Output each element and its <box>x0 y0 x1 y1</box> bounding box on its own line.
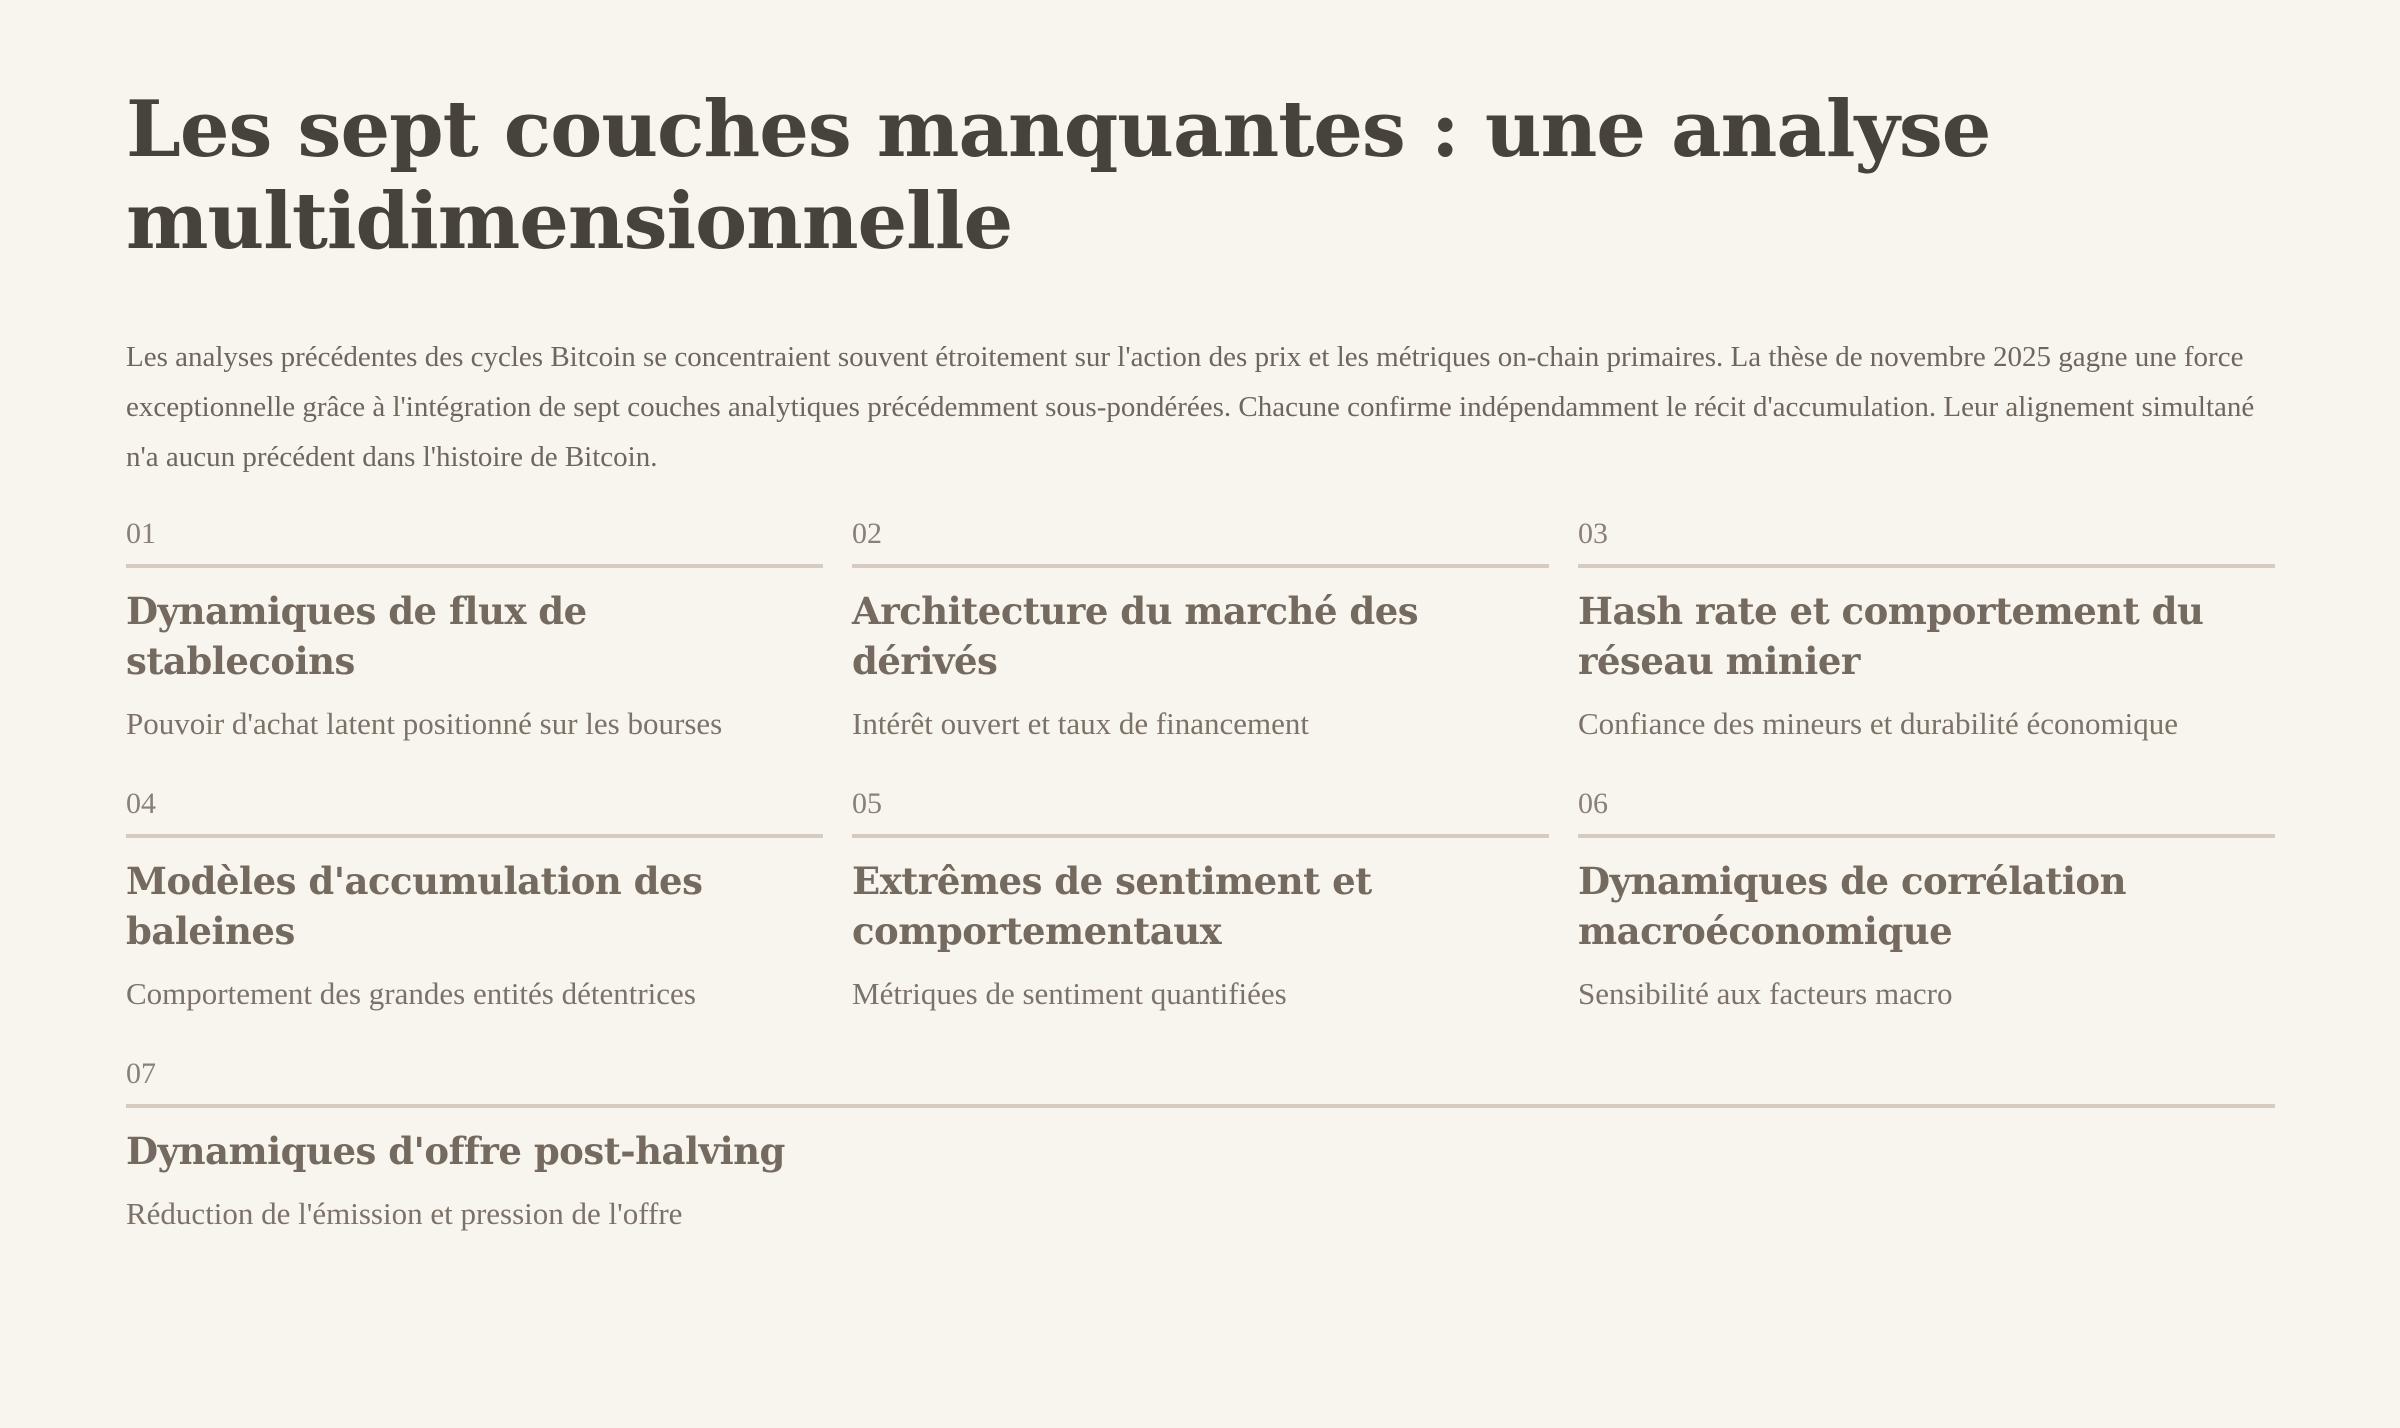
layer-card-04 <box>126 788 823 1014</box>
layers-grid <box>126 518 2274 1234</box>
layer-title: Modèles d'accumulation des baleines <box>126 859 703 953</box>
layer-title: Dynamiques de corrélation macroéconomique <box>1578 859 2126 953</box>
layer-description: Métriques de sentiment quantifiées <box>852 976 1287 1011</box>
layer-description: Pouvoir d'achat latent positionné sur les bourses <box>126 706 723 741</box>
page-title: Les sept couches manquantes : une analyse multidimensionnelle <box>126 84 1991 267</box>
layer-number: 06 <box>1578 788 2275 838</box>
layer-description: Sensibilité aux facteurs macro <box>1578 976 1953 1011</box>
layer-description: Intérêt ouvert et taux de financement <box>852 706 1310 741</box>
layer-description: Réduction de l'émission et pression de l'offre <box>126 1196 683 1231</box>
layer-title: Extrêmes de sentiment et comportementaux <box>852 859 1372 953</box>
layer-description: Comportement des grandes entités détentrices <box>126 976 696 1011</box>
layer-title: Hash rate et comportement du réseau minier <box>1578 589 2204 683</box>
layer-card-06 <box>1578 788 2275 1014</box>
layer-card-05 <box>852 788 1549 1014</box>
intro-paragraph: Les analyses précédentes des cycles Bitcoin se concentraient souvent étroitement sur l'action des prix et les métriques on-chain primaires. La thèse de novembre 2025 gagne une force exceptionnelle grâce à l'intégration de sept couches analytiques précédemment sous-pondérées. Chacune confirme indépendamment le récit d'accumulation. Leur alignement simultané n'a aucun précédent dans l'histoire de Bitcoin. <box>126 341 2255 473</box>
layer-card-07 <box>126 1058 2275 1234</box>
layer-title: Dynamiques d'offre post-halving <box>126 1129 785 1173</box>
layer-card-01 <box>126 518 823 744</box>
layer-number: 01 <box>126 518 823 568</box>
layer-number: 02 <box>852 518 1549 568</box>
layer-number: 07 <box>126 1058 2275 1108</box>
layer-number: 03 <box>1578 518 2275 568</box>
layer-number: 04 <box>126 788 823 838</box>
layer-card-03 <box>1578 518 2275 744</box>
layer-number: 05 <box>852 788 1549 838</box>
layer-card-02 <box>852 518 1549 744</box>
layer-title: Architecture du marché des dérivés <box>852 589 1419 683</box>
layer-title: Dynamiques de flux de stablecoins <box>126 589 587 683</box>
page-content <box>126 84 2274 1234</box>
layer-description: Confiance des mineurs et durabilité économique <box>1578 706 2179 741</box>
